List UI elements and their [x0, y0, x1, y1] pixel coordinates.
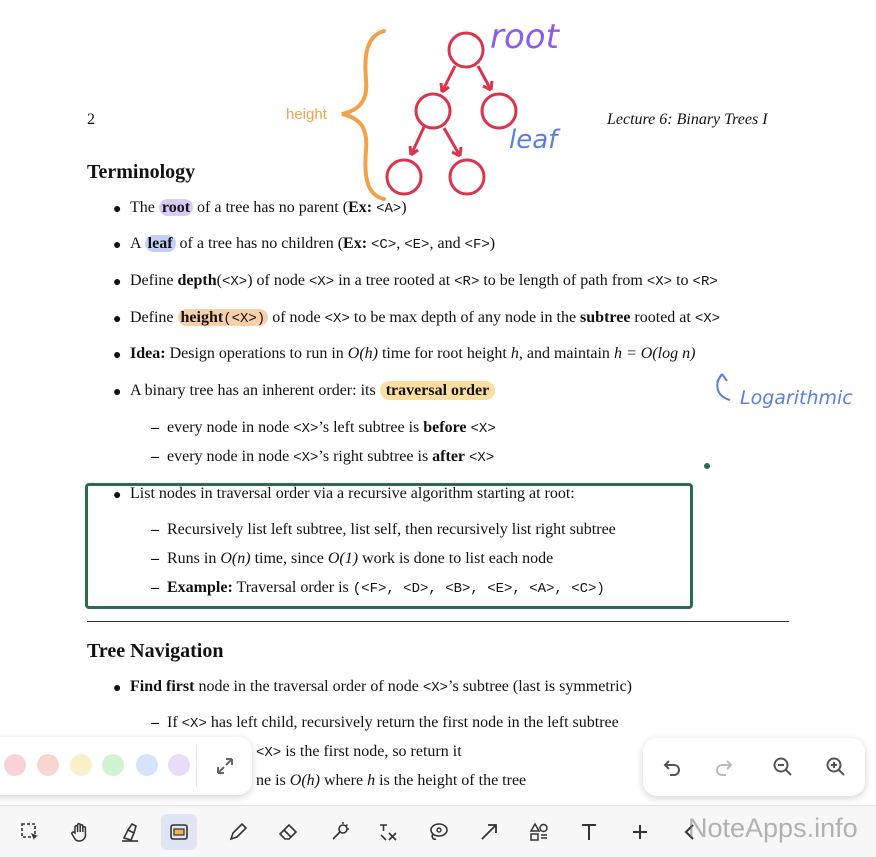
swatch-purple[interactable] — [168, 754, 190, 776]
bullet-dot: ● — [113, 681, 122, 696]
lasso-icon[interactable] — [420, 814, 456, 850]
tree-node-right — [482, 94, 516, 128]
root-annotation: root — [490, 17, 559, 57]
bullet-dot: ● — [113, 275, 122, 290]
swatch-coral[interactable] — [37, 754, 59, 776]
leaf-annotation: leaf — [509, 125, 558, 155]
arrow-icon[interactable] — [471, 814, 507, 850]
watermark: NoteApps.info — [688, 813, 858, 843]
section-divider — [87, 621, 789, 622]
box-main: List nodes in traversal order via a recursive algorithm starting at root: — [130, 485, 575, 502]
section-title-navigation: Tree Navigation — [87, 640, 224, 662]
logarithmic-annotation — [700, 360, 876, 480]
bullet-dot: ● — [113, 312, 122, 327]
term-height: Define height(<X>) of node <X> to be max depth of any node in the subtree rooted at <X> — [130, 309, 721, 327]
nav-find-first: Find first node in the traversal order of node <X>’s subtree (last is symmetric) — [130, 678, 632, 696]
swatch-green[interactable] — [102, 754, 124, 776]
undo-icon[interactable] — [657, 752, 687, 782]
nav-sub-left: – If <X> has left child, recursively return the first node in the left subtree — [151, 714, 619, 732]
nav-sub-time: ne is O(h) where h is the height of the tree — [256, 772, 527, 789]
palette-divider — [196, 745, 197, 787]
laser-icon[interactable] — [322, 814, 358, 850]
bullet-dot: ● — [113, 488, 122, 503]
undo-zoom-panel — [643, 738, 865, 796]
tree-node-leftleft — [387, 160, 421, 194]
page-number: 2 — [87, 111, 95, 128]
box-sub-example: – Example: Traversal order is (<F>, <D>, <B>, <E>, <A>, <C>) — [151, 579, 605, 597]
tree-node-root — [449, 33, 483, 67]
term-depth: Define depth(<X>) of node <X> in a tree rooted at <R> to be length of path from <X> to <R> — [130, 272, 718, 290]
bullet-dot: ● — [113, 202, 122, 217]
text-icon[interactable] — [571, 814, 607, 850]
nav-sub-self: <X> is the first node, so return it — [256, 743, 462, 761]
bullet-dot: ● — [113, 238, 122, 253]
zoom-in-icon[interactable] — [821, 752, 851, 782]
hand-icon[interactable] — [62, 814, 98, 850]
frame-icon[interactable] — [161, 814, 197, 850]
section-title-terminology: Terminology — [87, 161, 196, 183]
term-leaf: A leaf of a tree has no children (Ex: <C>, <E>, and <F>) — [130, 235, 496, 253]
select-icon[interactable] — [12, 814, 48, 850]
tree-edge — [478, 66, 492, 90]
bullet-dot: ● — [113, 385, 122, 400]
term-root: The root of a tree has no parent (Ex: <A>) — [130, 199, 407, 217]
add-icon[interactable] — [622, 814, 658, 850]
svg-text:Logarithmic: Logarithmic — [740, 387, 853, 409]
stamp-icon[interactable] — [521, 814, 557, 850]
pen-icon[interactable] — [220, 814, 256, 850]
eraser-icon[interactable] — [270, 814, 306, 850]
swatch-red[interactable] — [4, 754, 26, 776]
tree-node-left — [416, 94, 450, 128]
term-traversal: A binary tree has an inherent order: its traversal order — [130, 382, 495, 400]
term-idea: Idea: Design operations to run in O(h) time for root height h, and maintain h = O(log n) — [130, 345, 696, 362]
tree-edge — [444, 128, 461, 156]
box-sub-runtime: – Runs in O(n) time, since O(1) work is done to list each node — [151, 550, 554, 567]
tree-edge — [441, 66, 455, 92]
swatch-blue[interactable] — [136, 754, 158, 776]
swatch-yellow[interactable] — [70, 754, 92, 776]
sub-before: – every node in node <X>’s left subtree is before <X> — [151, 419, 496, 437]
redo-icon[interactable] — [709, 752, 739, 782]
height-brace — [342, 31, 384, 199]
expand-icon[interactable] — [212, 753, 238, 779]
tree-node-leftright — [450, 160, 484, 194]
tree-edge — [410, 127, 424, 155]
shapes-icon[interactable] — [370, 814, 406, 850]
sub-after: – every node in node <X>’s right subtree is after <X> — [151, 448, 495, 466]
bullet-dot: ● — [113, 348, 122, 363]
highlighter-icon[interactable] — [112, 814, 148, 850]
height-annotation: height — [286, 106, 327, 123]
color-palette-panel — [0, 737, 252, 795]
zoom-out-icon[interactable] — [768, 752, 798, 782]
box-sub-recursive: – Recursively list left subtree, list self, then recursively list right subtree — [151, 521, 616, 538]
header-title: Lecture 6: Binary Trees I — [607, 111, 768, 128]
